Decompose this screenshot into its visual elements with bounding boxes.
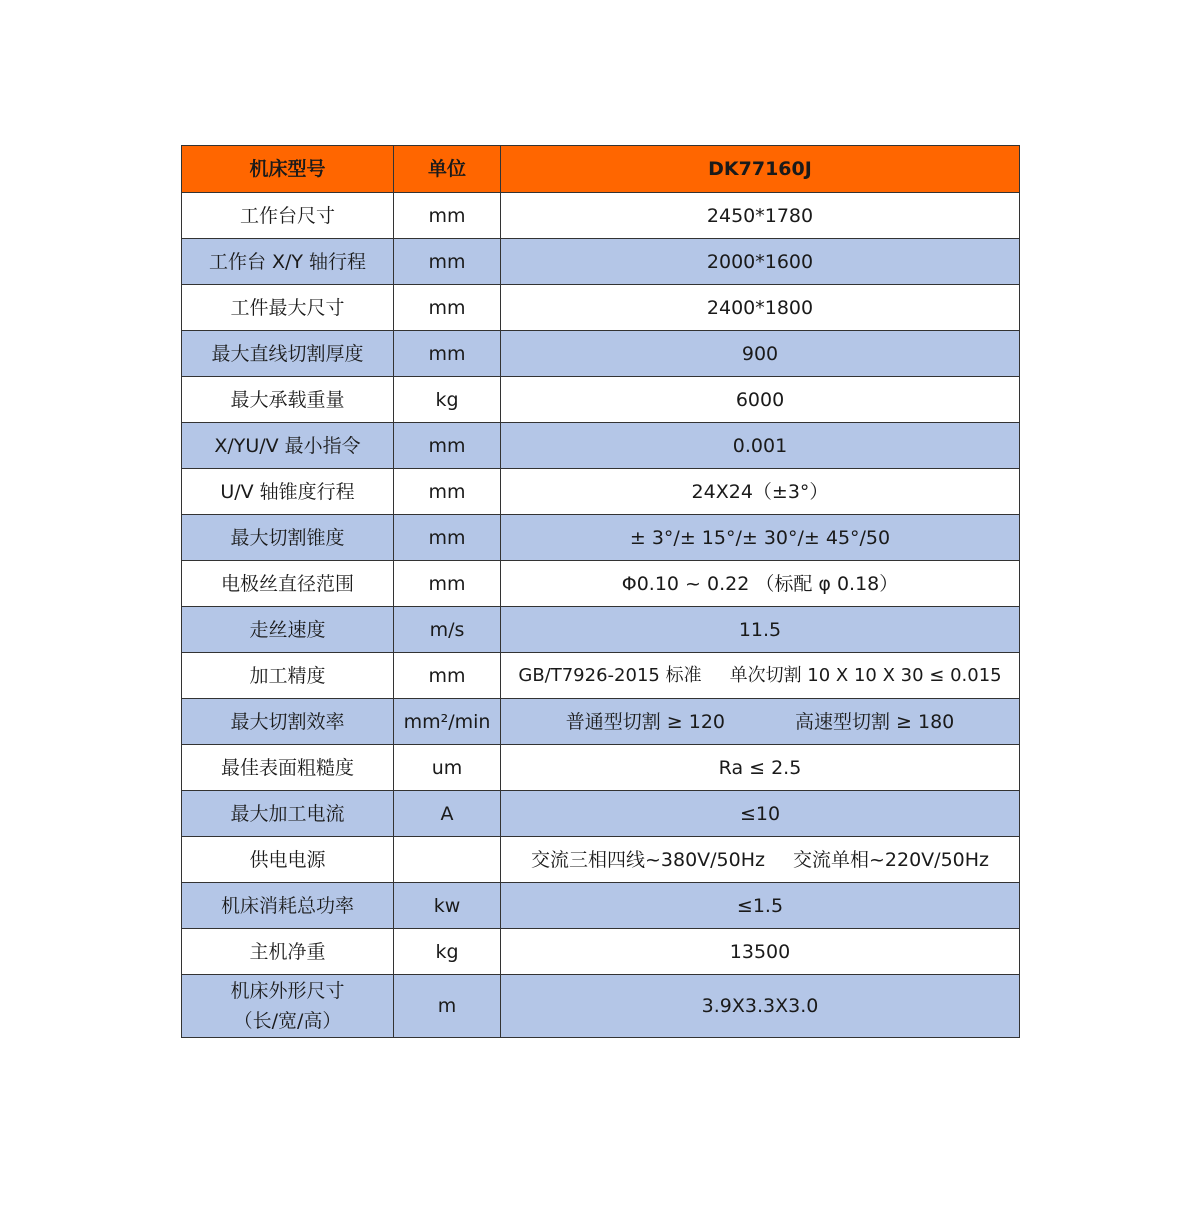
value-cell: 6000 xyxy=(501,377,1020,423)
spec-table xyxy=(181,145,1020,1038)
param-part-a: 机床外形尺寸 xyxy=(230,980,345,1002)
unit-cell: kw xyxy=(394,883,501,929)
value-cell: 0.001 xyxy=(501,423,1020,469)
unit-cell: mm xyxy=(394,285,501,331)
header-row xyxy=(182,146,1020,193)
param-cell xyxy=(182,975,394,1038)
value-cell: 13500 xyxy=(501,929,1020,975)
value-cell: 3.9X3.3X3.0 xyxy=(501,975,1020,1038)
table-row xyxy=(182,193,1020,239)
unit-cell xyxy=(394,837,501,883)
param-cell: 走丝速度 xyxy=(182,607,394,653)
value-cell: Φ0.10 ~ 0.22 （标配 φ 0.18） xyxy=(501,561,1020,607)
table-row xyxy=(182,423,1020,469)
table-row xyxy=(182,699,1020,745)
value-cell: ≤1.5 xyxy=(501,883,1020,929)
spec-table-header xyxy=(182,146,1020,193)
unit-cell: mm xyxy=(394,469,501,515)
table-row xyxy=(182,745,1020,791)
table-row xyxy=(182,331,1020,377)
table-row xyxy=(182,837,1020,883)
table-row xyxy=(182,515,1020,561)
value-cell: ≤10 xyxy=(501,791,1020,837)
param-cell: 最大切割锥度 xyxy=(182,515,394,561)
param-cell: U/V 轴锥度行程 xyxy=(182,469,394,515)
value-cell xyxy=(501,653,1020,699)
table-row xyxy=(182,239,1020,285)
param-part-b: （长/宽/高） xyxy=(233,1010,342,1032)
unit-cell: m/s xyxy=(394,607,501,653)
table-row xyxy=(182,285,1020,331)
unit-cell: kg xyxy=(394,929,501,975)
unit-cell: mm xyxy=(394,561,501,607)
table-row xyxy=(182,607,1020,653)
value-cell xyxy=(501,837,1020,883)
value-cell: 2450*1780 xyxy=(501,193,1020,239)
table-row xyxy=(182,883,1020,929)
value-part-b: 单次切割 10 X 10 X 30 ≤ 0.015 xyxy=(729,664,1002,686)
header-param: 机床型号 xyxy=(182,146,394,193)
unit-cell: mm xyxy=(394,653,501,699)
unit-cell: A xyxy=(394,791,501,837)
value-cell: ± 3°/± 15°/± 30°/± 45°/50 xyxy=(501,515,1020,561)
param-cell: 供电电源 xyxy=(182,837,394,883)
header-unit: 单位 xyxy=(394,146,501,193)
value-cell: Ra ≤ 2.5 xyxy=(501,745,1020,791)
value-cell: 2400*1800 xyxy=(501,285,1020,331)
unit-cell: mm xyxy=(394,193,501,239)
value-cell: 24X24（±3°） xyxy=(501,469,1020,515)
table-row xyxy=(182,561,1020,607)
param-cell: 电极丝直径范围 xyxy=(182,561,394,607)
unit-cell: mm xyxy=(394,515,501,561)
value-part-a: 普通型切割 ≥ 120 xyxy=(565,710,725,733)
unit-cell: mm xyxy=(394,423,501,469)
param-cell: 最大直线切割厚度 xyxy=(182,331,394,377)
table-row xyxy=(182,653,1020,699)
param-cell: 机床消耗总功率 xyxy=(182,883,394,929)
header-model: DK77160J xyxy=(501,146,1020,193)
param-cell: 最大承载重量 xyxy=(182,377,394,423)
spec-table-body xyxy=(182,193,1020,1038)
param-cell: 主机净重 xyxy=(182,929,394,975)
unit-cell: kg xyxy=(394,377,501,423)
unit-cell: mm xyxy=(394,239,501,285)
param-cell: 工作台尺寸 xyxy=(182,193,394,239)
param-cell: 最大加工电流 xyxy=(182,791,394,837)
value-cell: 11.5 xyxy=(501,607,1020,653)
param-cell: 加工精度 xyxy=(182,653,394,699)
param-cell: 工作台 X/Y 轴行程 xyxy=(182,239,394,285)
value-part-b: 高速型切割 ≥ 180 xyxy=(795,710,955,733)
value-part-a: GB/T7926-2015 标准 xyxy=(518,664,702,686)
table-row xyxy=(182,469,1020,515)
value-part-a: 交流三相四线~380V/50Hz xyxy=(530,848,765,871)
unit-cell: m xyxy=(394,975,501,1038)
value-cell xyxy=(501,699,1020,745)
unit-cell: mm²/min xyxy=(394,699,501,745)
param-cell: 工件最大尺寸 xyxy=(182,285,394,331)
table-row xyxy=(182,975,1020,1038)
table-row xyxy=(182,377,1020,423)
param-cell: 最佳表面粗糙度 xyxy=(182,745,394,791)
value-cell: 900 xyxy=(501,331,1020,377)
table-row xyxy=(182,929,1020,975)
param-cell: 最大切割效率 xyxy=(182,699,394,745)
unit-cell: um xyxy=(394,745,501,791)
param-cell: X/YU/V 最小指令 xyxy=(182,423,394,469)
table-row xyxy=(182,791,1020,837)
value-cell: 2000*1600 xyxy=(501,239,1020,285)
value-part-b: 交流单相~220V/50Hz xyxy=(793,848,990,871)
unit-cell: mm xyxy=(394,331,501,377)
